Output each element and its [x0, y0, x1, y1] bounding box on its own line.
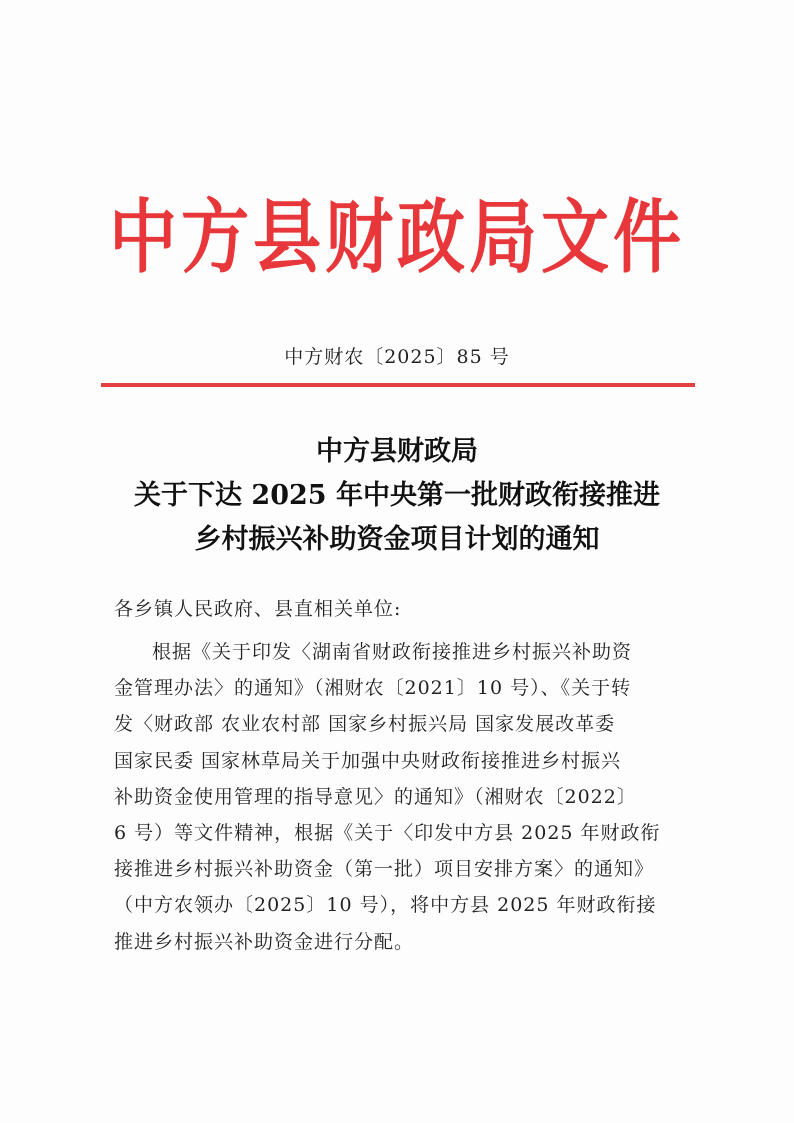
body-line: 金管理办法〉的通知》（湘财农〔2021〕10 号）、《关于转	[114, 677, 632, 700]
notice-title-line: 关于下达 2025 年中央第一批财政衔接推进	[134, 480, 660, 511]
body-paragraph	[114, 634, 694, 960]
notice-title-line: 乡村振兴补助资金项目计划的通知	[194, 524, 600, 555]
addressee-line: 各乡镇人民政府、县直相关单位:	[114, 598, 402, 620]
notice-title-line: 中方县财政局	[316, 436, 478, 467]
body-line: （中方农领办〔2025〕10 号），将中方县 2025 年财政衔接	[114, 894, 657, 917]
notice-title	[0, 430, 794, 562]
document-number: 中方财农〔2025〕85 号	[284, 346, 510, 368]
body-line: 推进乡村振兴补助资金进行分配。	[114, 930, 415, 953]
body-line: 6 号）等文件精神，根据《关于〈印发中方县 2025 年财政衔	[114, 821, 661, 844]
body-line: 接推进乡村振兴补助资金（第一批）项目安排方案〉的通知》	[114, 858, 655, 881]
body-line: 国家民委 国家林草局关于加强中央财政衔接推进乡村振兴	[114, 749, 622, 772]
body-line: 补助资金使用管理的指导意见〉的通知》（湘财农〔2022〕	[114, 785, 637, 808]
document-header-title: 中方县财政局文件	[108, 190, 685, 286]
body-line: 根据《关于印发〈湖南省财政衔接推进乡村振兴补助资	[152, 641, 633, 663]
header-divider-line	[101, 383, 695, 387]
body-line: 发〈财政部 农业农村部 国家乡村振兴局 国家发展改革委	[114, 713, 616, 736]
